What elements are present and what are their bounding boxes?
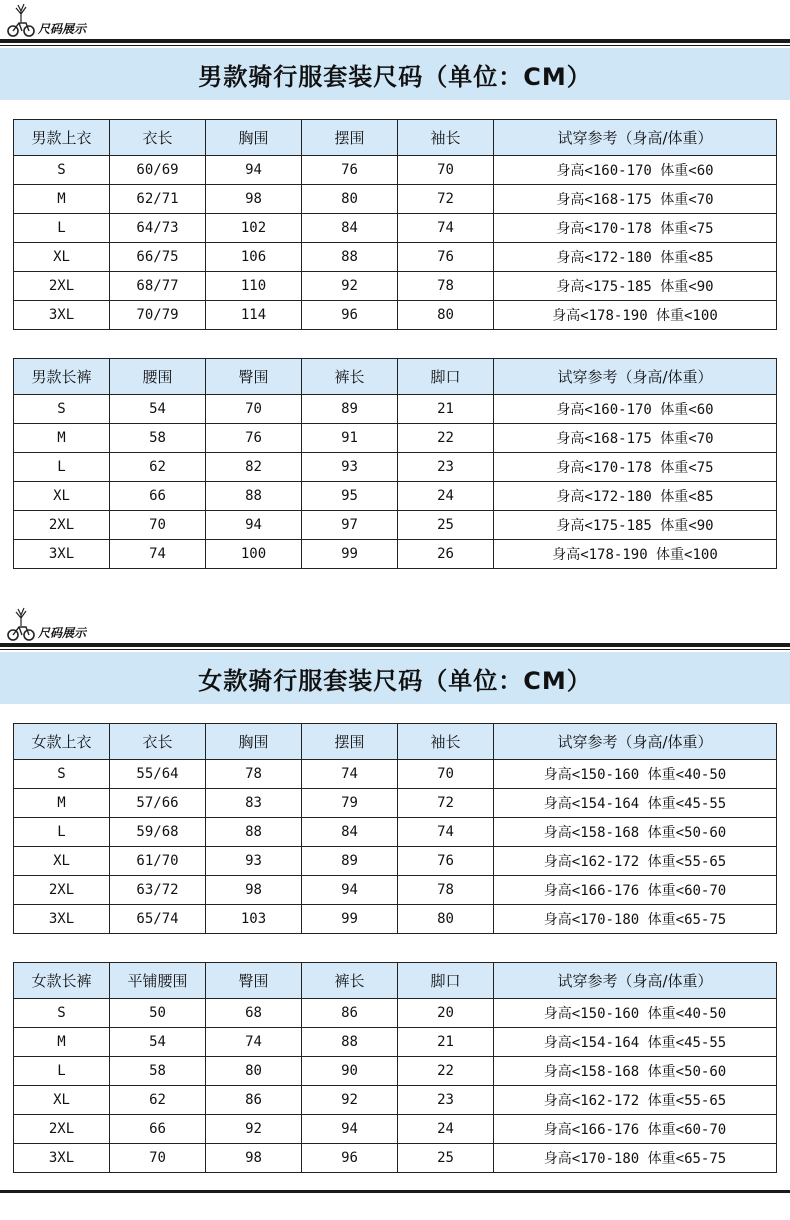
measurement-cell: 72	[398, 185, 494, 214]
measurement-cell: 89	[302, 847, 398, 876]
men-pants-table	[13, 358, 777, 569]
measurement-cell: 82	[206, 453, 302, 482]
header-cell: 摆围	[302, 120, 398, 156]
header-cell: 裤长	[302, 963, 398, 999]
header-cell: 袖长	[398, 120, 494, 156]
size-cell: XL	[14, 243, 110, 272]
header-cell: 男款上衣	[14, 120, 110, 156]
measurement-cell: 74	[206, 1028, 302, 1057]
measurement-cell: 93	[302, 453, 398, 482]
header-cell: 男款长裤	[14, 359, 110, 395]
header-cell: 试穿参考（身高/体重）	[494, 120, 777, 156]
table-row	[14, 818, 777, 847]
measurement-cell: 66	[110, 482, 206, 511]
brand-label: 尺码展示	[38, 22, 87, 36]
fit-reference-cell: 身高<170-178 体重<75	[494, 214, 777, 243]
table-row	[14, 482, 777, 511]
measurement-cell: 78	[398, 272, 494, 301]
measurement-cell: 25	[398, 511, 494, 540]
section-divider-thin	[0, 45, 790, 46]
measurement-cell: 22	[398, 1057, 494, 1086]
table-row	[14, 395, 777, 424]
size-cell: XL	[14, 482, 110, 511]
measurement-cell: 83	[206, 789, 302, 818]
measurement-cell: 23	[398, 1086, 494, 1115]
brand-logo-row	[0, 0, 790, 40]
fit-reference-cell: 身高<162-172 体重<55-65	[494, 1086, 777, 1115]
men-section-title: 男款骑行服套装尺码（单位：CM）	[0, 48, 790, 100]
size-cell: M	[14, 1028, 110, 1057]
fit-reference-cell: 身高<168-175 体重<70	[494, 424, 777, 453]
size-cell: 2XL	[14, 272, 110, 301]
measurement-cell: 25	[398, 1144, 494, 1173]
measurement-cell: 58	[110, 1057, 206, 1086]
fit-reference-cell: 身高<172-180 体重<85	[494, 243, 777, 272]
measurement-cell: 66	[110, 1115, 206, 1144]
measurement-cell: 80	[302, 185, 398, 214]
measurement-cell: 80	[398, 301, 494, 330]
table-row	[14, 301, 777, 330]
measurement-cell: 78	[206, 760, 302, 789]
measurement-cell: 102	[206, 214, 302, 243]
women-pants-table	[13, 962, 777, 1173]
table-header-row	[14, 120, 777, 156]
measurement-cell: 21	[398, 1028, 494, 1057]
measurement-cell: 55/64	[110, 760, 206, 789]
measurement-cell: 99	[302, 540, 398, 569]
fit-reference-cell: 身高<160-170 体重<60	[494, 156, 777, 185]
measurement-cell: 88	[206, 482, 302, 511]
measurement-cell: 76	[206, 424, 302, 453]
measurement-cell: 80	[398, 905, 494, 934]
header-cell: 衣长	[110, 120, 206, 156]
measurement-cell: 96	[302, 301, 398, 330]
table-row	[14, 905, 777, 934]
measurement-cell: 90	[302, 1057, 398, 1086]
size-cell: L	[14, 453, 110, 482]
measurement-cell: 100	[206, 540, 302, 569]
fit-reference-cell: 身高<166-176 体重<60-70	[494, 1115, 777, 1144]
measurement-cell: 57/66	[110, 789, 206, 818]
women-tops-table	[13, 723, 777, 934]
fit-reference-cell: 身高<178-190 体重<100	[494, 301, 777, 330]
table-row	[14, 453, 777, 482]
size-cell: S	[14, 156, 110, 185]
header-cell: 脚口	[398, 359, 494, 395]
header-cell: 女款长裤	[14, 963, 110, 999]
size-cell: S	[14, 395, 110, 424]
fit-reference-cell: 身高<168-175 体重<70	[494, 185, 777, 214]
measurement-cell: 54	[110, 395, 206, 424]
measurement-cell: 88	[302, 1028, 398, 1057]
measurement-cell: 95	[302, 482, 398, 511]
measurement-cell: 64/73	[110, 214, 206, 243]
measurement-cell: 74	[398, 818, 494, 847]
measurement-cell: 78	[398, 876, 494, 905]
measurement-cell: 59/68	[110, 818, 206, 847]
size-cell: S	[14, 760, 110, 789]
measurement-cell: 99	[302, 905, 398, 934]
measurement-cell: 92	[302, 1086, 398, 1115]
measurement-cell: 58	[110, 424, 206, 453]
measurement-cell: 26	[398, 540, 494, 569]
measurement-cell: 24	[398, 482, 494, 511]
measurement-cell: 54	[110, 1028, 206, 1057]
table-row	[14, 1028, 777, 1057]
measurement-cell: 94	[302, 876, 398, 905]
measurement-cell: 92	[206, 1115, 302, 1144]
table-row	[14, 999, 777, 1028]
measurement-cell: 94	[206, 511, 302, 540]
measurement-cell: 84	[302, 214, 398, 243]
measurement-cell: 74	[398, 214, 494, 243]
fit-reference-cell: 身高<175-185 体重<90	[494, 511, 777, 540]
header-cell: 摆围	[302, 724, 398, 760]
measurement-cell: 86	[302, 999, 398, 1028]
size-cell: 3XL	[14, 301, 110, 330]
size-cell: L	[14, 1057, 110, 1086]
table-row	[14, 511, 777, 540]
measurement-cell: 76	[398, 847, 494, 876]
measurement-cell: 70	[110, 1144, 206, 1173]
size-cell: M	[14, 185, 110, 214]
measurement-cell: 79	[302, 789, 398, 818]
fit-reference-cell: 身高<172-180 体重<85	[494, 482, 777, 511]
table-header-row	[14, 963, 777, 999]
header-cell: 脚口	[398, 963, 494, 999]
measurement-cell: 96	[302, 1144, 398, 1173]
fit-reference-cell: 身高<162-172 体重<55-65	[494, 847, 777, 876]
measurement-cell: 70	[110, 511, 206, 540]
size-cell: 2XL	[14, 1115, 110, 1144]
measurement-cell: 68	[206, 999, 302, 1028]
measurement-cell: 62	[110, 453, 206, 482]
size-cell: M	[14, 424, 110, 453]
measurement-cell: 94	[206, 156, 302, 185]
measurement-cell: 63/72	[110, 876, 206, 905]
measurement-cell: 110	[206, 272, 302, 301]
fit-reference-cell: 身高<170-178 体重<75	[494, 453, 777, 482]
table-row	[14, 540, 777, 569]
measurement-cell: 70	[398, 156, 494, 185]
size-cell: XL	[14, 847, 110, 876]
measurement-cell: 61/70	[110, 847, 206, 876]
measurement-cell: 93	[206, 847, 302, 876]
measurement-cell: 97	[302, 511, 398, 540]
header-cell: 腰围	[110, 359, 206, 395]
measurement-cell: 70/79	[110, 301, 206, 330]
measurement-cell: 80	[206, 1057, 302, 1086]
brand-label: 尺码展示	[38, 626, 87, 640]
bicycle-tree-icon	[6, 606, 36, 642]
header-cell: 胸围	[206, 724, 302, 760]
fit-reference-cell: 身高<150-160 体重<40-50	[494, 999, 777, 1028]
measurement-cell: 62	[110, 1086, 206, 1115]
table-row	[14, 1086, 777, 1115]
header-cell: 平铺腰围	[110, 963, 206, 999]
fit-reference-cell: 身高<150-160 体重<40-50	[494, 760, 777, 789]
size-cell: L	[14, 214, 110, 243]
size-cell: 3XL	[14, 540, 110, 569]
measurement-cell: 68/77	[110, 272, 206, 301]
table-row	[14, 424, 777, 453]
table-row	[14, 847, 777, 876]
header-cell: 试穿参考（身高/体重）	[494, 963, 777, 999]
section-divider	[0, 39, 790, 43]
size-cell: M	[14, 789, 110, 818]
table-row	[14, 1057, 777, 1086]
measurement-cell: 76	[302, 156, 398, 185]
table-header-row	[14, 359, 777, 395]
measurement-cell: 62/71	[110, 185, 206, 214]
header-cell: 裤长	[302, 359, 398, 395]
measurement-cell: 91	[302, 424, 398, 453]
table-row	[14, 272, 777, 301]
measurement-cell: 84	[302, 818, 398, 847]
brand-logo-row	[0, 604, 790, 644]
size-cell: 3XL	[14, 1144, 110, 1173]
header-cell: 衣长	[110, 724, 206, 760]
measurement-cell: 23	[398, 453, 494, 482]
section-divider	[0, 643, 790, 647]
measurement-cell: 114	[206, 301, 302, 330]
table-row	[14, 1115, 777, 1144]
measurement-cell: 103	[206, 905, 302, 934]
fit-reference-cell: 身高<158-168 体重<50-60	[494, 1057, 777, 1086]
table-row	[14, 1144, 777, 1173]
measurement-cell: 22	[398, 424, 494, 453]
table-row	[14, 243, 777, 272]
measurement-cell: 86	[206, 1086, 302, 1115]
section-divider-thin	[0, 649, 790, 650]
women-section-title: 女款骑行服套装尺码（单位：CM）	[0, 652, 790, 704]
footer-divider	[0, 1190, 790, 1193]
measurement-cell: 74	[110, 540, 206, 569]
size-cell: 2XL	[14, 876, 110, 905]
measurement-cell: 88	[206, 818, 302, 847]
size-cell: L	[14, 818, 110, 847]
measurement-cell: 70	[206, 395, 302, 424]
size-cell: XL	[14, 1086, 110, 1115]
measurement-cell: 24	[398, 1115, 494, 1144]
measurement-cell: 60/69	[110, 156, 206, 185]
bicycle-tree-icon	[6, 2, 36, 38]
header-cell: 女款上衣	[14, 724, 110, 760]
measurement-cell: 98	[206, 185, 302, 214]
fit-reference-cell: 身高<160-170 体重<60	[494, 395, 777, 424]
men-tops-table	[13, 119, 777, 330]
header-cell: 臀围	[206, 963, 302, 999]
measurement-cell: 50	[110, 999, 206, 1028]
fit-reference-cell: 身高<166-176 体重<60-70	[494, 876, 777, 905]
header-cell: 胸围	[206, 120, 302, 156]
table-header-row	[14, 724, 777, 760]
fit-reference-cell: 身高<175-185 体重<90	[494, 272, 777, 301]
header-cell: 臀围	[206, 359, 302, 395]
measurement-cell: 106	[206, 243, 302, 272]
measurement-cell: 65/74	[110, 905, 206, 934]
table-row	[14, 185, 777, 214]
fit-reference-cell: 身高<154-164 体重<45-55	[494, 1028, 777, 1057]
fit-reference-cell: 身高<158-168 体重<50-60	[494, 818, 777, 847]
measurement-cell: 89	[302, 395, 398, 424]
measurement-cell: 70	[398, 760, 494, 789]
table-row	[14, 214, 777, 243]
measurement-cell: 88	[302, 243, 398, 272]
size-cell: S	[14, 999, 110, 1028]
measurement-cell: 98	[206, 1144, 302, 1173]
measurement-cell: 72	[398, 789, 494, 818]
table-row	[14, 876, 777, 905]
header-cell: 试穿参考（身高/体重）	[494, 724, 777, 760]
measurement-cell: 20	[398, 999, 494, 1028]
table-row	[14, 789, 777, 818]
measurement-cell: 21	[398, 395, 494, 424]
fit-reference-cell: 身高<170-180 体重<65-75	[494, 1144, 777, 1173]
measurement-cell: 92	[302, 272, 398, 301]
measurement-cell: 66/75	[110, 243, 206, 272]
size-cell: 2XL	[14, 511, 110, 540]
measurement-cell: 76	[398, 243, 494, 272]
size-cell: 3XL	[14, 905, 110, 934]
table-row	[14, 156, 777, 185]
measurement-cell: 94	[302, 1115, 398, 1144]
fit-reference-cell: 身高<178-190 体重<100	[494, 540, 777, 569]
header-cell: 袖长	[398, 724, 494, 760]
measurement-cell: 74	[302, 760, 398, 789]
fit-reference-cell: 身高<170-180 体重<65-75	[494, 905, 777, 934]
table-row	[14, 760, 777, 789]
measurement-cell: 98	[206, 876, 302, 905]
header-cell: 试穿参考（身高/体重）	[494, 359, 777, 395]
fit-reference-cell: 身高<154-164 体重<45-55	[494, 789, 777, 818]
